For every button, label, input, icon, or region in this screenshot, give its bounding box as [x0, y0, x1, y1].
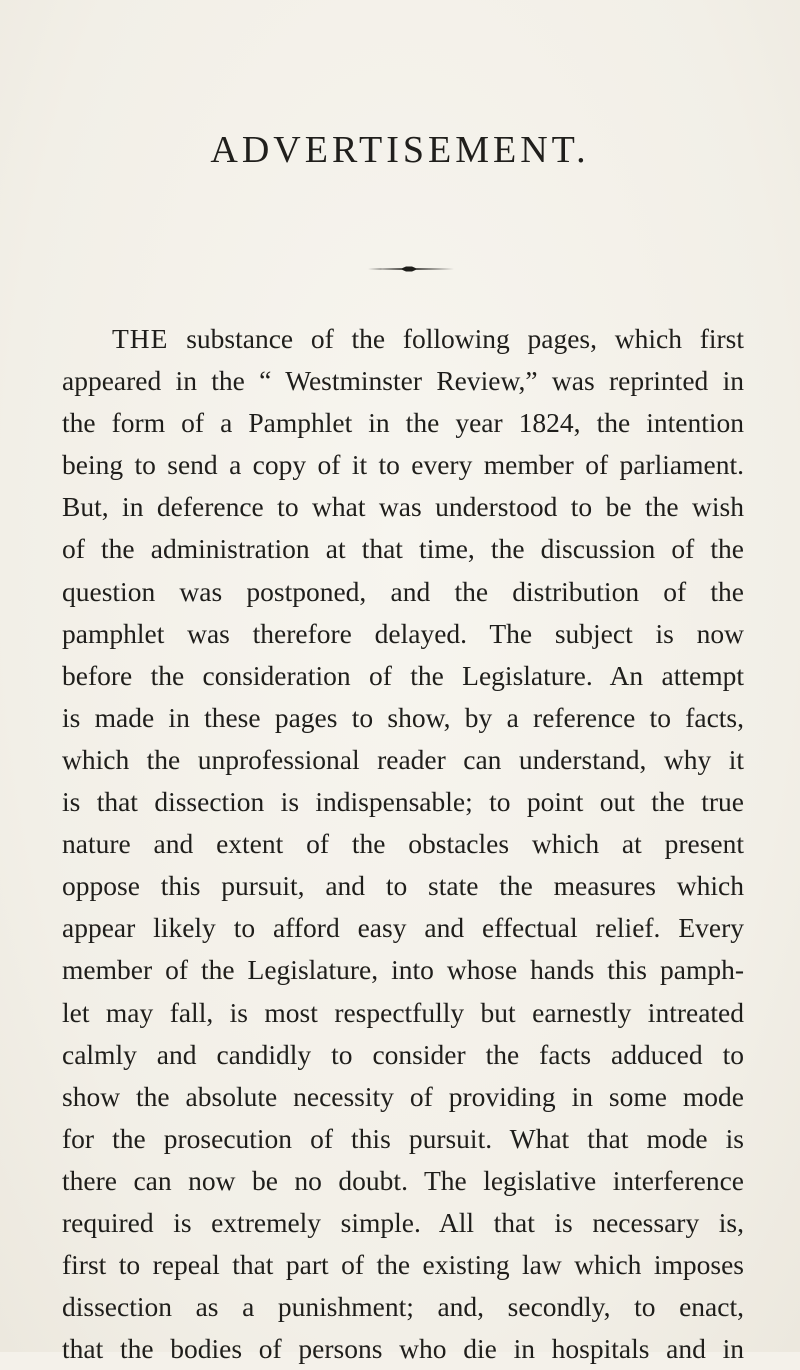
text-line: dissection as a punishment; and, secondly, to enact,	[62, 1291, 744, 1323]
text-line: question was postponed, and the distribution of the	[62, 575, 744, 607]
text-line: being to send a copy of it to every member of parliament.	[62, 449, 744, 481]
text-line: pamphlet was therefore delayed. The subject is now	[62, 617, 744, 649]
text-line: required is extremely simple. All that is necessary is,	[62, 1206, 744, 1238]
text-line: oppose this pursuit, and to state the measures which	[62, 870, 744, 902]
line-1: substance of the following pages, which first	[168, 323, 744, 354]
text-line: before the consideration of the Legislature. An attempt	[62, 659, 744, 691]
text-line	[62, 318, 744, 360]
text-line: is made in these pages to show, by a reference to facts,	[62, 701, 744, 733]
text-line: nature and extent of the obstacles which at present	[62, 828, 744, 860]
text-line: which the unprofessional reader can understand, why it	[62, 743, 744, 775]
text-line: the form of a Pamphlet in the year 1824, the intention	[62, 407, 744, 439]
ornamental-rule	[368, 266, 454, 272]
text-line: calmly and candidly to consider the facts adduced to	[62, 1038, 744, 1070]
text-line: of the administration at that time, the discussion of the	[62, 533, 744, 565]
page-heading: ADVERTISEMENT.	[210, 129, 590, 171]
text-line: let may fall, is most respectfully but earnestly intreated	[62, 996, 744, 1028]
first-word: THE	[112, 323, 169, 354]
text-line: member of the Legislature, into whose hands this pamph-	[62, 954, 744, 986]
text-line: But, in deference to what was understood to be the wish	[62, 491, 744, 523]
text-line: that the bodies of persons who die in hospitals and in	[62, 1333, 744, 1365]
text-line: appeared in the “ Westminster Review,” was reprinted in	[62, 365, 744, 397]
text-line: show the absolute necessity of providing in some mode	[62, 1080, 744, 1112]
text-line: for the prosecution of this pursuit. What that mode is	[62, 1122, 744, 1154]
text-line: is that dissection is indispensable; to point out the true	[62, 786, 744, 818]
text-line: appear likely to afford easy and effectual relief. Every	[62, 912, 744, 944]
text-line: first to repeal that part of the existing law which imposes	[62, 1249, 744, 1281]
body-paragraph	[62, 318, 744, 1370]
text-line: there can now be no doubt. The legislative interference	[62, 1164, 744, 1196]
